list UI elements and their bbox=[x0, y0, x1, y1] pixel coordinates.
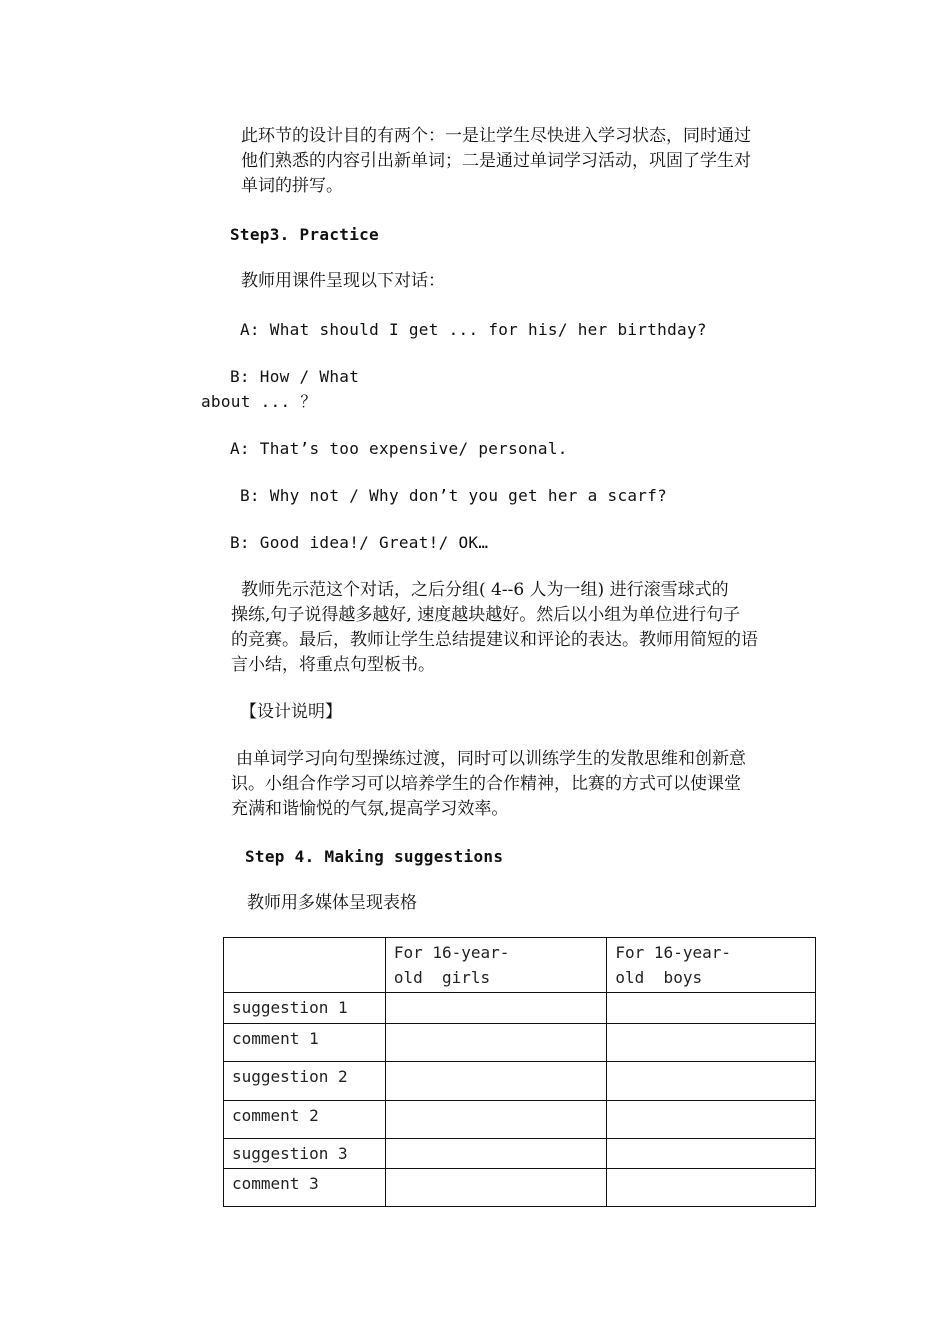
intro-line-3: 单词的拼写。 bbox=[241, 176, 343, 196]
boys-cell bbox=[607, 1062, 816, 1101]
dialogue-b1-part2: about ... ？ bbox=[201, 392, 317, 411]
header-boys-line-2: old boys bbox=[615, 968, 703, 987]
design-line-1: 由单词学习向句型操练过渡，同时可以训练学生的发散思维和创新意 bbox=[236, 749, 746, 769]
intro-line-1: 此环节的设计目的有两个：一是让学生尽快进入学习状态，同时通过 bbox=[241, 126, 751, 146]
design-line-3: 充满和谐愉悦的气氛,提高学习效率。 bbox=[231, 799, 509, 819]
design-line-2: 识。小组合作学习可以培养学生的合作精神，比赛的方式可以使课堂 bbox=[231, 774, 741, 794]
dialogue-b3: B: Good idea!/ Great!/ OK… bbox=[230, 533, 489, 552]
table-row bbox=[224, 1139, 816, 1169]
dialogue-a1: A: What should I get ... for his/ her birthday? bbox=[240, 320, 707, 339]
header-boys-cell bbox=[607, 938, 816, 993]
girls-cell bbox=[385, 1062, 607, 1101]
boys-cell bbox=[607, 993, 816, 1024]
table-row bbox=[224, 1101, 816, 1139]
row-label: comment 2 bbox=[224, 1101, 386, 1139]
table-row bbox=[224, 993, 816, 1024]
table-row bbox=[224, 1024, 816, 1062]
step3-para-line-3: 的竞赛。最后，教师让学生总结提建议和评论的表达。教师用简短的语 bbox=[231, 630, 758, 650]
header-girls-cell bbox=[385, 938, 607, 993]
boys-cell bbox=[607, 1101, 816, 1139]
header-boys-line-1: For 16-year- bbox=[615, 943, 731, 962]
step3-heading: Step3. Practice bbox=[230, 225, 379, 244]
row-label: comment 1 bbox=[224, 1024, 386, 1062]
header-girls-line-1: For 16-year- bbox=[393, 943, 510, 962]
header-empty-cell bbox=[224, 938, 386, 993]
girls-cell bbox=[385, 1101, 607, 1139]
dialogue-b2: B: Why not / Why don’t you get her a scarf? bbox=[240, 486, 668, 505]
intro-line-2: 他们熟悉的内容引出新单词；二是通过单词学习活动，巩固了学生对 bbox=[241, 151, 751, 171]
boys-cell bbox=[607, 1169, 816, 1207]
girls-cell bbox=[385, 1169, 607, 1207]
step3-para-line-1: 教师先示范这个对话，之后分组( 4--6 人为一组) 进行滚雪球式的 bbox=[241, 580, 729, 600]
step3-para-line-2: 操练,句子说得越多越好, 速度越块越好。然后以小组为单位进行句子 bbox=[231, 605, 741, 625]
step3-para-line-4: 言小结，将重点句型板书。 bbox=[231, 655, 435, 675]
row-label: suggestion 1 bbox=[224, 993, 386, 1024]
girls-cell bbox=[385, 1139, 607, 1169]
girls-cell bbox=[385, 1024, 607, 1062]
boys-cell bbox=[607, 1024, 816, 1062]
girls-cell bbox=[385, 993, 607, 1024]
step4-heading: Step 4. Making suggestions bbox=[245, 847, 504, 866]
table-row bbox=[224, 1062, 816, 1101]
dialogue-b1-part1: B: How / What bbox=[230, 367, 360, 386]
table-header-row bbox=[224, 938, 816, 993]
table-row bbox=[224, 1169, 816, 1207]
boys-cell bbox=[607, 1139, 816, 1169]
step3-lead: 教师用课件呈现以下对话： bbox=[241, 271, 445, 291]
design-label: 【设计说明】 bbox=[240, 702, 342, 722]
row-label: suggestion 3 bbox=[224, 1139, 386, 1169]
row-label: comment 3 bbox=[224, 1169, 386, 1207]
dialogue-a2: A: That’s too expensive/ personal. bbox=[230, 439, 568, 458]
header-girls-line-2: old girls bbox=[393, 968, 491, 987]
step4-lead: 教师用多媒体呈现表格 bbox=[247, 893, 417, 913]
row-label: suggestion 2 bbox=[224, 1062, 386, 1101]
suggestions-table bbox=[223, 937, 816, 1207]
